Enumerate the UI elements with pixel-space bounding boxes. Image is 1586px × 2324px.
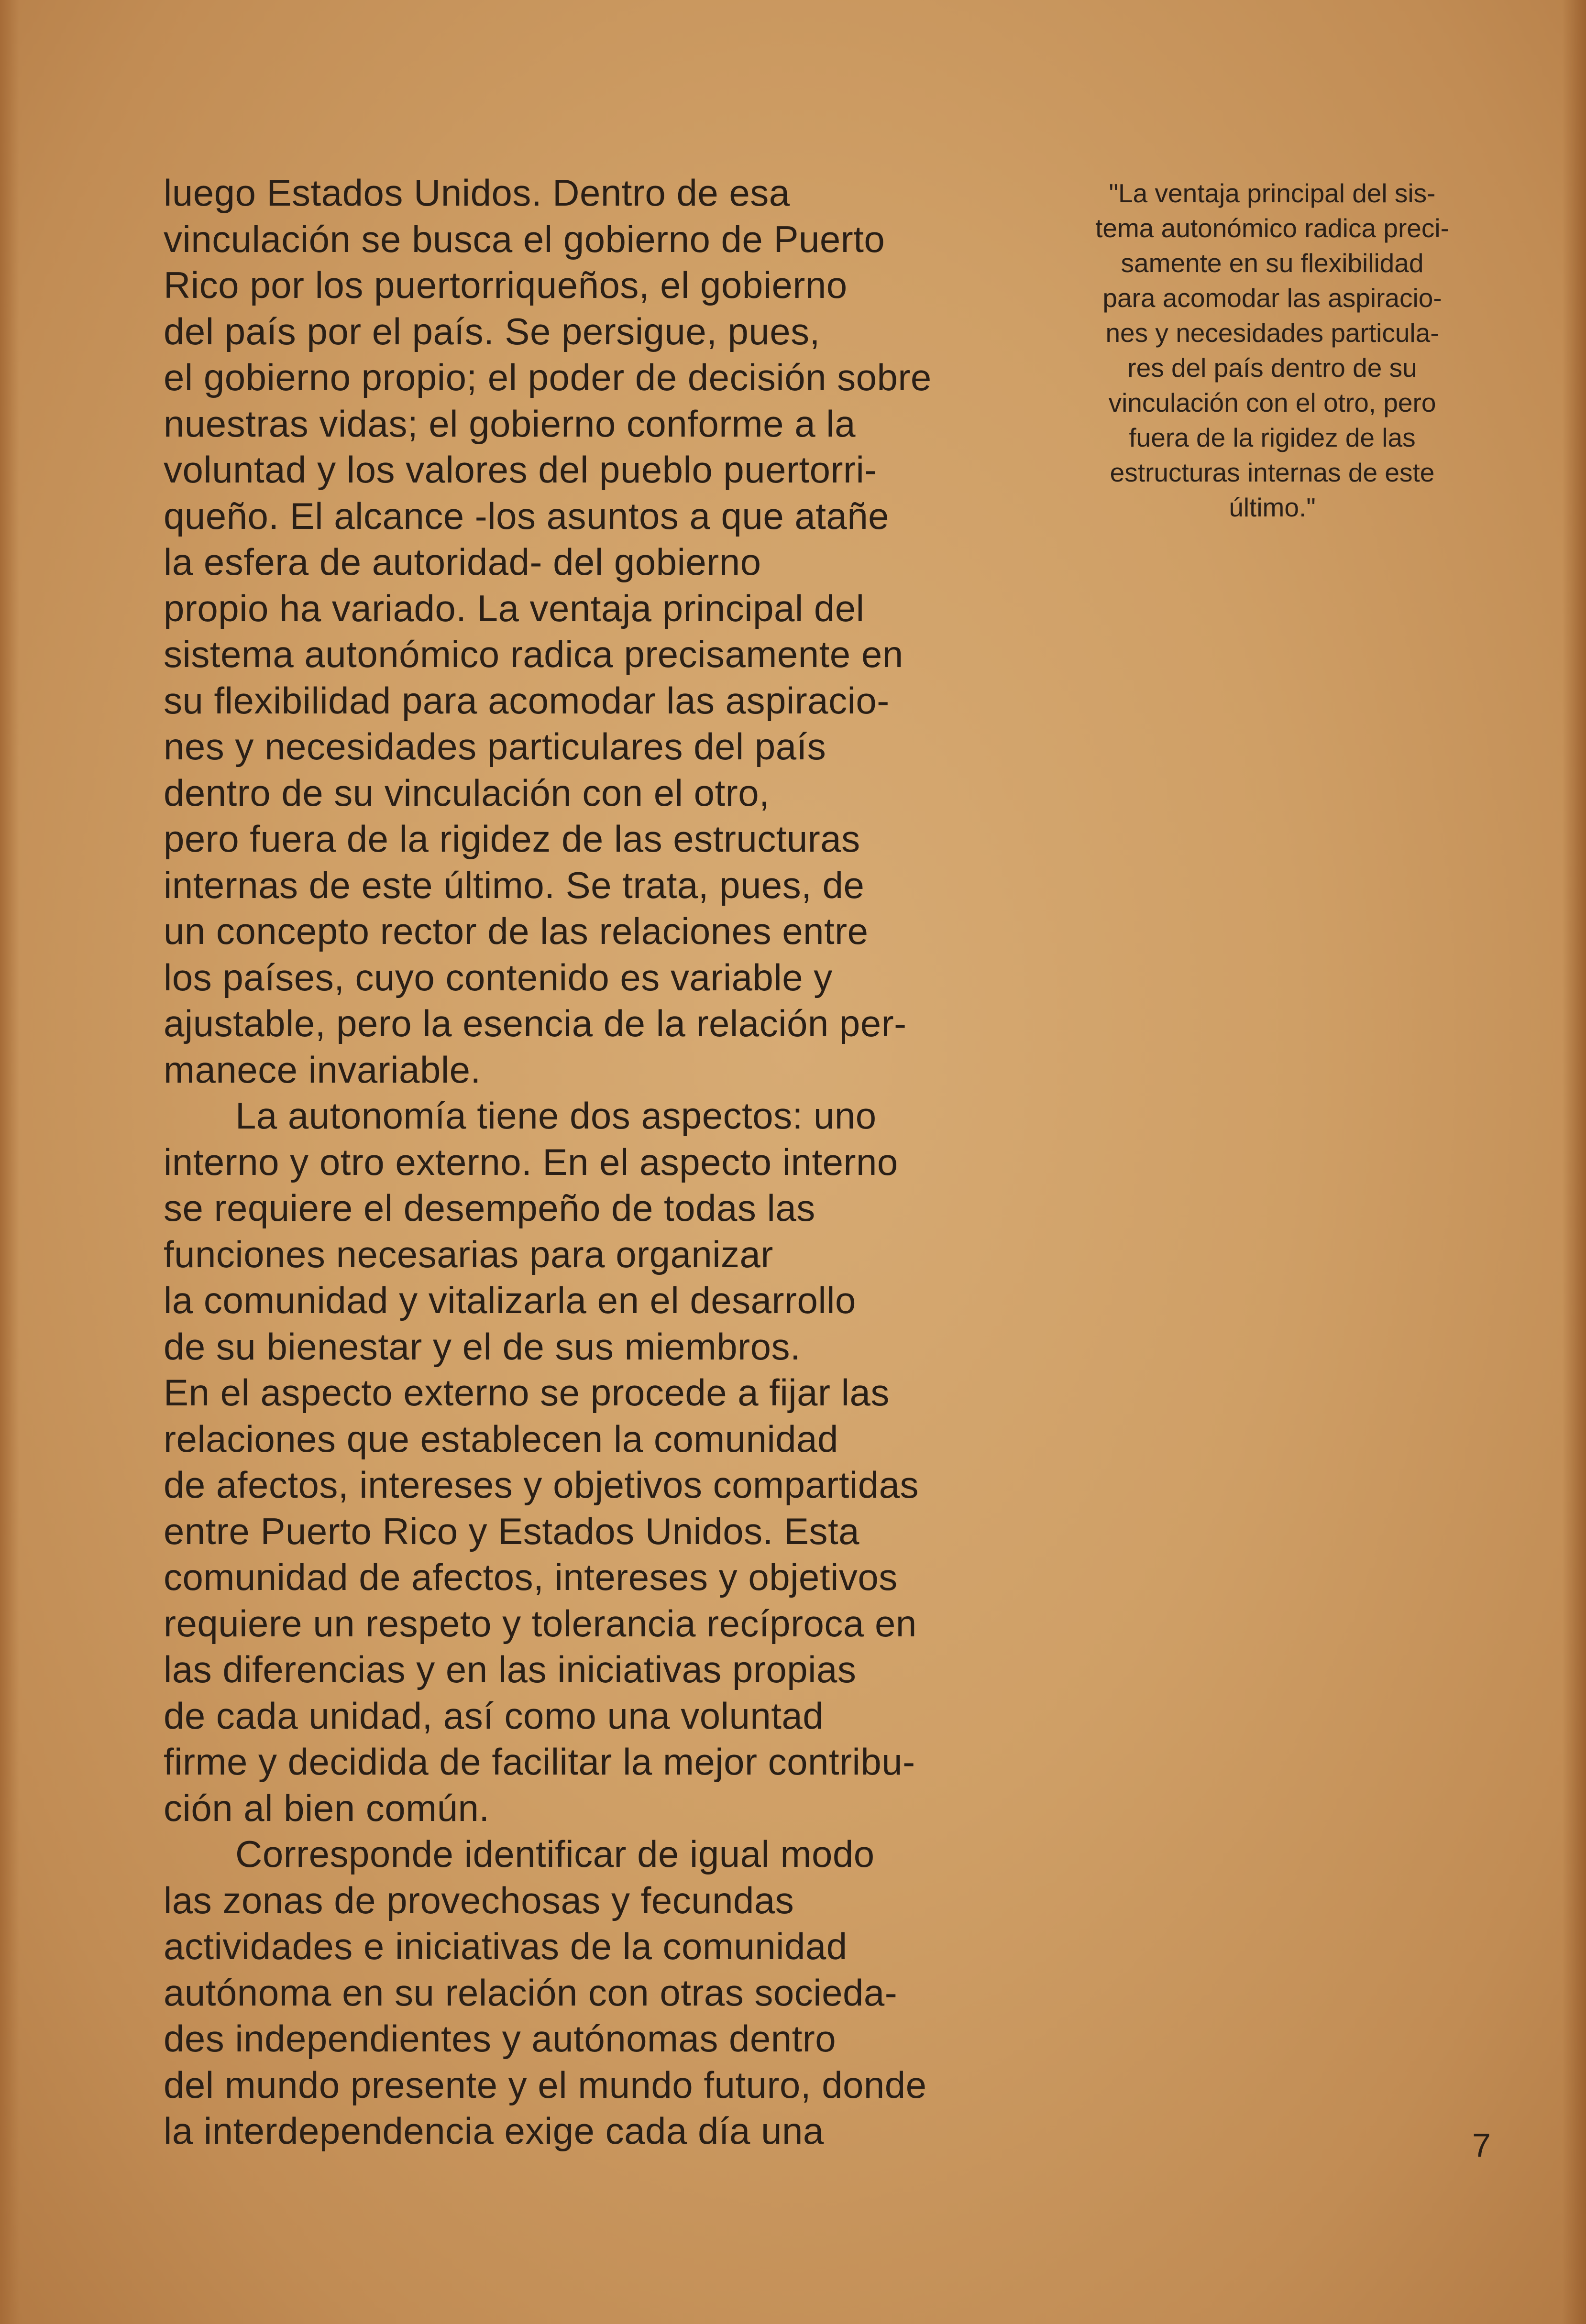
body-text-line: firme y decidida de facilitar la mejor contribu- — [164, 1741, 915, 1783]
pull-quote-line: vinculación con el otro, pero — [1108, 388, 1436, 417]
body-text-line: sistema autonómico radica precisamente en — [164, 633, 903, 675]
body-text-line: Corresponde identificar de igual modo — [235, 1833, 875, 1875]
body-text-line: la comunidad y vitalizarla en el desarrollo — [164, 1279, 856, 1321]
body-text-line: requiere un respeto y tolerancia recíproca en — [164, 1602, 917, 1644]
body-text-line: la esfera de autoridad- del gobierno — [164, 541, 761, 583]
page-edge-right — [1562, 0, 1586, 2324]
page-number: 7 — [1472, 2127, 1491, 2164]
body-text-line: del país por el país. Se persigue, pues, — [164, 310, 820, 352]
body-text-line: manece invariable. — [164, 1048, 481, 1091]
pull-quote — [1043, 176, 1502, 525]
pull-quote-line: samente en su flexibilidad — [1121, 248, 1424, 278]
body-text-line: internas de este último. Se trata, pues, de — [164, 864, 865, 906]
pull-quote-line: "La ventaja principal del sis- — [1109, 178, 1436, 208]
body-text-line: La autonomía tiene dos aspectos: uno — [235, 1095, 877, 1137]
body-text-line: nes y necesidades particulares del país — [164, 725, 826, 767]
body-text-line: las zonas de provechosas y fecundas — [164, 1879, 794, 1921]
body-text-line: dentro de su vinculación con el otro, — [164, 771, 770, 814]
body-text-line: autónoma en su relación con otras socieda- — [164, 1971, 898, 2014]
body-text-line: Rico por los puertorriqueños, el gobierno — [164, 264, 848, 306]
body-text-line: funciones necesarias para organizar — [164, 1233, 773, 1275]
body-text-line: de su bienestar y el de sus miembros. — [164, 1325, 801, 1368]
body-text-line: propio ha variado. La ventaja principal del — [164, 587, 865, 629]
pull-quote-line: nes y necesidades particula- — [1105, 318, 1439, 348]
body-text-line: luego Estados Unidos. Dentro de esa — [164, 172, 790, 214]
body-text-line: su flexibilidad para acomodar las aspiracio- — [164, 679, 890, 722]
body-text-line: comunidad de afectos, intereses y objetivos — [164, 1556, 898, 1598]
pull-quote-line: fuera de la rigidez de las — [1129, 423, 1416, 452]
body-text-line: ción al bien común. — [164, 1787, 490, 1829]
pull-quote-line: para acomodar las aspiracio- — [1102, 283, 1442, 313]
body-text-line: relaciones que establecen la comunidad — [164, 1417, 838, 1460]
body-text-line: des independientes y autónomas dentro — [164, 2017, 837, 2060]
body-text-line: En el aspecto externo se procede a fijar las — [164, 1371, 890, 1414]
pull-quote-line: estructuras internas de este — [1110, 458, 1435, 487]
pull-quote-line: res del país dentro de su — [1127, 353, 1417, 383]
body-text-line: un concepto rector de las relaciones entre — [164, 910, 869, 952]
pull-quote-line: último." — [1229, 493, 1316, 522]
body-text-line: pero fuera de la rigidez de las estructuras — [164, 818, 860, 860]
body-text-line: el gobierno propio; el poder de decisión sobre — [164, 356, 932, 398]
pull-quote-line: tema autonómico radica preci- — [1095, 213, 1449, 243]
body-text-line: las diferencias y en las iniciativas propias — [164, 1648, 857, 1690]
body-text-line: la interdependencia exige cada día una — [164, 2110, 824, 2152]
body-text-line: ajustable, pero la esencia de la relación per- — [164, 1002, 907, 1044]
body-text-line: los países, cuyo contenido es variable y — [164, 956, 833, 998]
body-text-line: entre Puerto Rico y Estados Unidos. Esta — [164, 1510, 860, 1552]
body-text-line: de afectos, intereses y objetivos compartidas — [164, 1464, 919, 1506]
body-text-line: de cada unidad, así como una voluntad — [164, 1694, 824, 1737]
body-text-line: queño. El alcance -los asuntos a que atañe — [164, 494, 890, 537]
body-text-line: interno y otro externo. En el aspecto interno — [164, 1140, 898, 1183]
body-text-line: voluntad y los valores del pueblo puertorri- — [164, 449, 877, 491]
body-text-line: nuestras vidas; el gobierno conforme a la — [164, 402, 856, 445]
body-text-line: se requiere el desempeño de todas las — [164, 1187, 815, 1229]
body-text-line: del mundo presente y el mundo futuro, donde — [164, 2063, 927, 2106]
page-edge-left — [0, 0, 19, 2324]
body-text-line: vinculación se busca el gobierno de Puerto — [164, 218, 885, 260]
body-text-column — [164, 170, 1015, 2154]
body-text-line: actividades e iniciativas de la comunidad — [164, 1925, 848, 1967]
